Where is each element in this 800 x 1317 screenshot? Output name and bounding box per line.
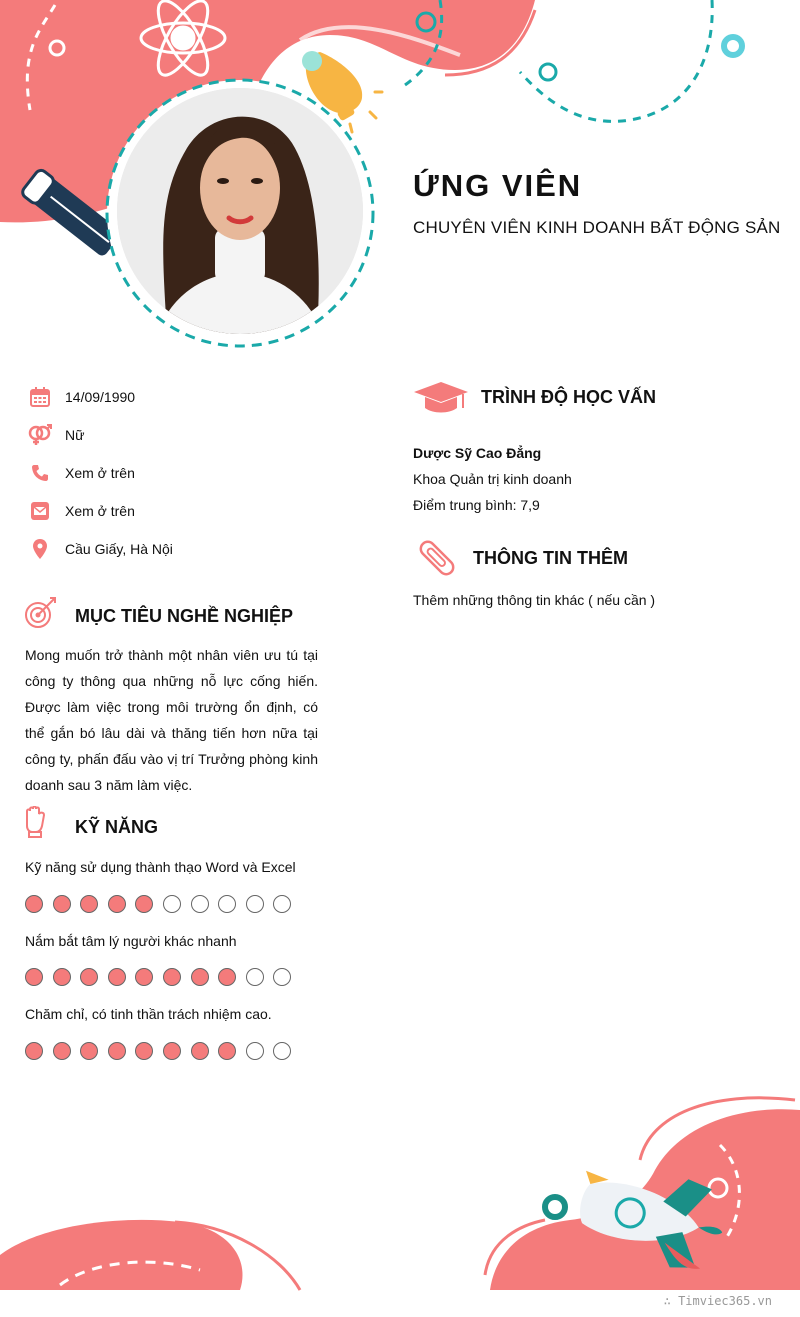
phone-icon [28,461,52,485]
email-icon [28,499,52,523]
contact-text: Nữ [65,427,85,443]
contact-text: Xem ở trên [65,503,135,519]
education-faculty: Khoa Quản trị kinh doanh [413,471,572,487]
rating-dot-filled [25,1042,43,1060]
contact-text: Xem ở trên [65,465,135,481]
contact-birthday [28,385,318,409]
graduation-cap-icon [413,378,469,421]
rating-dot-empty [273,968,291,986]
rating-dot-empty [191,895,209,913]
rating-dot-filled [135,968,153,986]
rating-dot-empty [273,1042,291,1060]
skills-title: KỸ NĂNG [75,817,159,837]
footer-brand: ∴ Timviec365.vn [663,1294,772,1308]
rating-dot-filled [80,968,98,986]
contact-phone [28,461,318,485]
rating-dot-filled [163,968,181,986]
rating-dot-filled [108,968,126,986]
hand-icon [24,806,48,843]
rating-dot-filled [218,968,236,986]
rating-dot-empty [273,895,291,913]
skill-rating [25,1042,301,1060]
rating-dot-filled [218,1042,236,1060]
skill-name: Chăm chỉ, có tinh thần trách nhiệm cao. [25,1006,272,1022]
target-icon [24,596,58,635]
education-degree: Dược Sỹ Cao Đẳng [413,445,542,461]
candidate-name: ỨNG VIÊN [413,168,583,203]
contact-address [28,537,318,561]
rating-dot-filled [108,895,126,913]
rating-dot-empty [163,895,181,913]
calendar-icon [28,385,52,409]
skill-name: Kỹ năng sử dụng thành thạo Word và Excel [25,859,296,875]
paperclip-icon [415,536,459,585]
rating-dot-filled [25,968,43,986]
rating-dot-filled [108,1042,126,1060]
rating-dot-empty [246,895,264,913]
skill-name: Nắm bắt tâm lý người khác nhanh [25,933,237,949]
rating-dot-empty [246,1042,264,1060]
candidate-role: CHUYÊN VIÊN KINH DOANH BẤT ĐỘNG SẢN [413,218,781,237]
rating-dot-filled [25,895,43,913]
skill-rating [25,968,301,986]
gender-icon [28,423,52,447]
objective-text: Mong muốn trở thành một nhân viên ưu tú tại công ty thông qua những nỗ lực cống hiến. Được làm việc trong môi trường ổn định, có thể gắn bó lâu dài và thăng tiến hơn nữa tại công ty, phấn đấu vào vị trí Trưởng phòng kinh doanh sau 3 năm làm việc. [25,647,318,793]
skill-rating [25,895,301,913]
contact-email [28,499,318,523]
objective-title: MỤC TIÊU NGHỀ NGHIỆP [75,606,294,626]
rating-dot-filled [53,968,71,986]
rating-dot-empty [218,895,236,913]
contact-text: Cầu Giấy, Hà Nội [65,541,173,557]
contact-gender [28,423,318,447]
contact-text: 14/09/1990 [65,389,136,405]
rating-dot-filled [53,895,71,913]
rating-dot-filled [53,1042,71,1060]
rating-dot-filled [191,1042,209,1060]
rating-dot-filled [80,895,98,913]
rating-dot-filled [80,1042,98,1060]
location-pin-icon [28,537,52,561]
rating-dot-empty [246,968,264,986]
extra-title: THÔNG TIN THÊM [473,548,628,568]
extra-text: Thêm những thông tin khác ( nếu cần ) [413,592,656,608]
rating-dot-filled [191,968,209,986]
rating-dot-filled [135,895,153,913]
education-title: TRÌNH ĐỘ HỌC VẤN [481,387,656,407]
rating-dot-filled [163,1042,181,1060]
portrait-image [117,88,363,334]
education-gpa: Điểm trung bình: 7,9 [413,497,540,513]
rating-dot-filled [135,1042,153,1060]
avatar [117,88,363,334]
